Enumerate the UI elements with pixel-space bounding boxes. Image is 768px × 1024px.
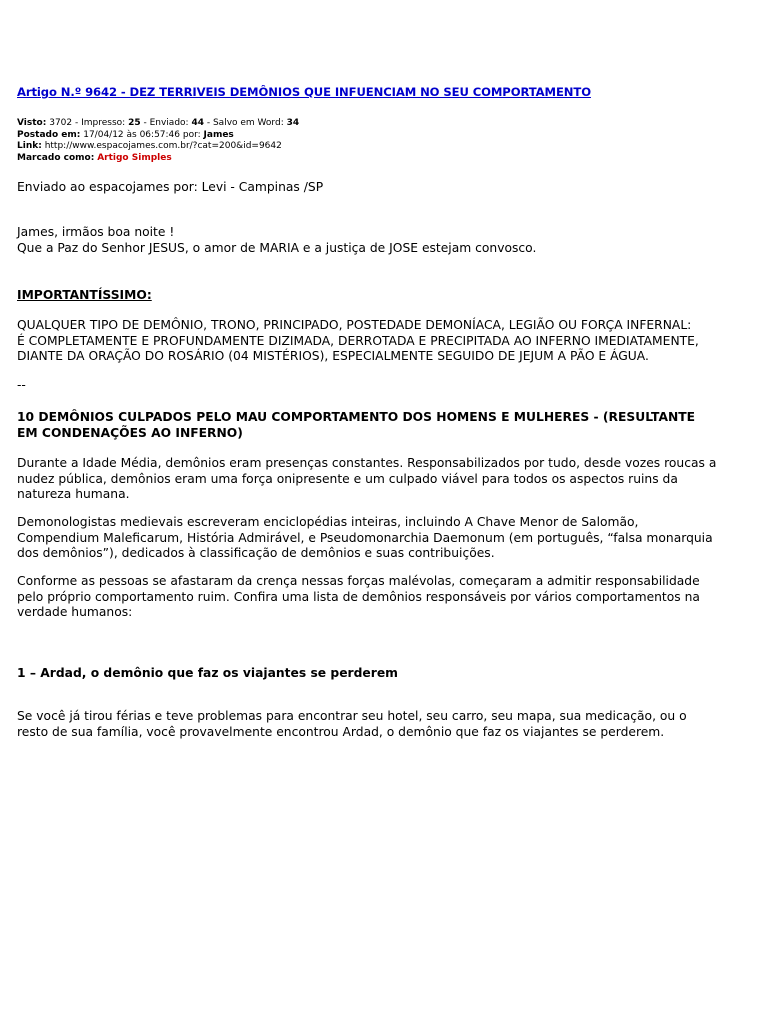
item-1-heading: 1 – Ardad, o demônio que faz os viajantes se perderem — [17, 666, 398, 680]
paragraph-1-line-3: natureza humana. — [17, 487, 130, 501]
visto-value: 3702 — [49, 118, 73, 128]
important-line-2: É COMPLETAMENTE E PROFUNDAMENTE DIZIMADA, DERROTADA E PRECIPITADA AO INFERNO IMEDIATAMENTE, — [17, 333, 699, 348]
postado-value: 17/04/12 às 06:57:46 por: — [83, 129, 201, 140]
section-heading — [17, 410, 755, 441]
meta-stats-line: Visto: 3702 - Impresso: 25 - Enviado: 44 - Salvo em Word: 34 — [17, 118, 300, 128]
paragraph-2-line-2: Compendium Maleficarum, História Admirável, e Pseudomonarchia Daemonum (em português, “falsa monarquia — [17, 530, 713, 545]
impresso-label: Impresso: — [81, 118, 126, 128]
greeting-line-2: Que a Paz do Senhor JESUS, o amor de MARIA e a justiça de JOSE estejam convosco. — [17, 240, 537, 255]
meta-link-line — [17, 141, 755, 153]
enviado-label: Enviado: — [149, 118, 189, 128]
paragraph-2-line-3: dos demônios”), dedicados à classificação de demônios e suas contribuições. — [17, 546, 495, 560]
section-heading-line-1: 10 DEMÔNIOS CULPADOS PELO MAU COMPORTAMENTO DOS HOMENS E MULHERES - (RESULTANTE — [17, 410, 696, 424]
paragraph-2 — [17, 515, 755, 562]
postado-author: James — [203, 129, 234, 140]
important-heading: IMPORTANTÍSSIMO: — [17, 288, 152, 302]
paragraph-2-line-1: Demonologistas medievais escreveram enciclopédias inteiras, incluindo A Chave Menor de Salomão, — [17, 515, 639, 529]
article-meta — [17, 118, 755, 164]
paragraph-3-line-3: verdade humanos: — [17, 605, 133, 619]
impresso-value: 25 — [128, 118, 141, 128]
article-url-link[interactable]: http://www.espacojames.com.br/?cat=200&id=9642 — [44, 141, 282, 151]
link-label: Link: — [17, 141, 42, 151]
greeting — [17, 225, 755, 256]
article-title-link[interactable]: Artigo N.º 9642 - DEZ TERRIVEIS DEMÔNIOS QUE INFUENCIAM NO SEU COMPORTAMENTO — [17, 85, 591, 99]
sent-by-text: Enviado ao espacojames por: Levi - Campinas /SP — [17, 180, 324, 194]
paragraph-1-line-2: nudez pública, demônios eram uma força onipresente e um culpado viável para todos os aspectos ruins da — [17, 471, 678, 486]
salvo-label: Salvo em Word: — [212, 118, 284, 128]
salvo-value: 34 — [286, 118, 300, 128]
section-heading-line-2: EM CONDENAÇÕES AO INFERNO) — [17, 425, 243, 440]
paragraph-1 — [17, 456, 755, 503]
postado-label: Postado em: — [17, 129, 81, 140]
meta-tag-line — [17, 153, 755, 165]
meta-posted-line — [17, 130, 755, 142]
separator: -- — [17, 378, 26, 392]
paragraph-3-line-1: Conforme as pessoas se afastaram da crença nessas forças malévolas, começaram a admitir responsabilidade — [17, 574, 700, 588]
important-paragraph — [17, 318, 755, 365]
greeting-line-1: James, irmãos boa noite ! — [17, 225, 175, 239]
important-line-1: QUALQUER TIPO DE DEMÔNIO, TRONO, PRINCIPADO, POSTEDADE DEMONÍACA, LEGIÃO OU FORÇA INFERNAL: — [17, 318, 692, 332]
paragraph-1-line-1: Durante a Idade Média, demônios eram presenças constantes. Responsabilizados por tudo, desde vozes roucas a — [17, 456, 717, 470]
visto-label: Visto: — [17, 118, 47, 128]
enviado-value: 44 — [191, 118, 204, 128]
important-line-3: DIANTE DA ORAÇÃO DO ROSÁRIO (04 MISTÉRIOS), ESPECIALMENTE SEGUIDO DE JEJUM A PÃO E ÁGUA. — [17, 349, 649, 363]
item-1-line-2: resto de sua família, você provavelmente encontrou Ardad, o demônio que faz os viajantes se perderem. — [17, 724, 665, 739]
paragraph-3-line-2: pelo próprio comportamento ruim. Confira uma lista de demônios responsáveis por vários comportamentos na — [17, 589, 700, 604]
marcado-label: Marcado como: — [17, 152, 95, 163]
item-1-line-1: Se você já tirou férias e teve problemas para encontrar seu hotel, seu carro, seu mapa, sua medicação, ou o — [17, 709, 687, 723]
item-1-paragraph — [17, 709, 755, 740]
article-type-tag[interactable]: Artigo Simples — [97, 152, 172, 163]
paragraph-3 — [17, 574, 755, 621]
